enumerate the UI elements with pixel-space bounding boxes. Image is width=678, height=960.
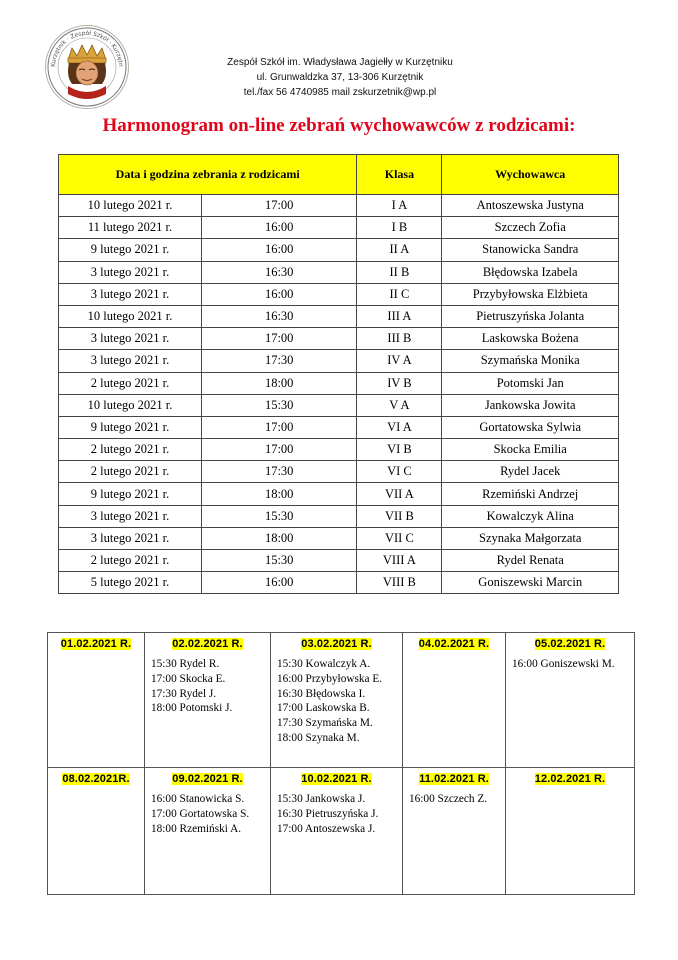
meeting-date: 3 lutego 2021 r. (59, 328, 202, 350)
teacher-name: Szymańska Monika (442, 350, 619, 372)
table-row (59, 328, 619, 350)
meeting-time: 16:00 (202, 239, 357, 261)
meeting-date: 2 lutego 2021 r. (59, 550, 202, 572)
calendar-entries (403, 785, 505, 807)
class-name: II A (357, 239, 442, 261)
calendar-date-text: 05.02.2021 R. (534, 638, 606, 650)
meeting-time: 17:00 (202, 416, 357, 438)
schedule-table (58, 154, 619, 594)
meeting-date: 10 lutego 2021 r. (59, 305, 202, 327)
calendar-date-label (506, 768, 634, 785)
meeting-time: 16:00 (202, 217, 357, 239)
teacher-name: Rydel Renata (442, 550, 619, 572)
calendar-entry: 16:00 Stanowicka S. (151, 793, 245, 805)
calendar-entry: 17:30 Rydel J. (151, 687, 217, 700)
meeting-date: 3 lutego 2021 r. (59, 283, 202, 305)
teacher-name: Szczech Zofia (442, 217, 619, 239)
table-row (59, 439, 619, 461)
meeting-date: 2 lutego 2021 r. (59, 461, 202, 483)
calendar-entry: 18:00 Potomski J. (151, 702, 233, 715)
calendar-week-row (48, 768, 635, 895)
table-row (59, 572, 619, 594)
meeting-time: 17:30 (202, 350, 357, 372)
meeting-date: 11 lutego 2021 r. (59, 217, 202, 239)
calendar-entries (271, 785, 402, 836)
school-address: ul. Grunwaldzka 37, 13-306 Kurzętnik (256, 72, 424, 83)
calendar-entry: 17:00 Skocka E. (151, 672, 226, 685)
calendar-date-label (48, 633, 144, 650)
teacher-name: Rzemiński Andrzej (442, 483, 619, 505)
calendar-entry: 15:30 Kowalczyk A. (277, 658, 371, 670)
teacher-name: Stanowicka Sandra (442, 239, 619, 261)
class-name: I B (357, 217, 442, 239)
calendar-entry: 18:00 Rzemiński A. (151, 822, 242, 835)
calendar-date-text: 10.02.2021 R. (301, 773, 372, 785)
teacher-name: Potomski Jan (442, 372, 619, 394)
calendar-date-text: 01.02.2021 R. (60, 638, 132, 650)
meeting-time: 17:30 (202, 461, 357, 483)
meeting-time: 18:00 (202, 372, 357, 394)
table-row (59, 550, 619, 572)
table-row (59, 394, 619, 416)
calendar-entry: 16:00 Przybyłowska E. (277, 672, 383, 685)
meeting-time: 16:30 (202, 305, 357, 327)
table-row (59, 283, 619, 305)
teacher-name: Gortatowska Sylwia (442, 416, 619, 438)
calendar-entries (506, 650, 634, 672)
class-name: II C (357, 283, 442, 305)
calendar-day-cell (48, 633, 145, 768)
teacher-name: Szynaka Małgorzata (442, 527, 619, 549)
calendar-entry: 18:00 Szynaka M. (277, 731, 360, 744)
calendar-date-text: 09.02.2021 R. (172, 773, 243, 785)
calendar-entries (48, 785, 144, 792)
table-row (59, 195, 619, 217)
class-name: V A (357, 394, 442, 416)
class-name: IV B (357, 372, 442, 394)
header-date-time: Data i godzina zebrania z rodzicami (59, 155, 357, 195)
table-row (59, 305, 619, 327)
table-row (59, 239, 619, 261)
table-row (59, 372, 619, 394)
school-contact: tel./fax 56 4740985 mail zskurzetnik@wp.pl (243, 87, 437, 98)
teacher-name: Laskowska Bożena (442, 328, 619, 350)
table-row (59, 461, 619, 483)
calendar-entries (48, 650, 144, 657)
meeting-date: 3 lutego 2021 r. (59, 527, 202, 549)
teacher-name: Rydel Jacek (442, 461, 619, 483)
calendar-week-row (48, 633, 635, 768)
class-name: VII C (357, 527, 442, 549)
calendar-day-cell (145, 768, 271, 895)
meeting-time: 15:30 (202, 550, 357, 572)
meeting-time: 17:00 (202, 195, 357, 217)
calendar-entry: 15:30 Rydel R. (151, 658, 220, 670)
meeting-date: 5 lutego 2021 r. (59, 572, 202, 594)
table-row (59, 505, 619, 527)
calendar-entry: 17:00 Laskowska B. (277, 702, 370, 715)
teacher-name: Przybyłowska Elżbieta (442, 283, 619, 305)
meeting-time: 16:00 (202, 572, 357, 594)
calendar-entries (403, 650, 505, 657)
calendar-date-text: 03.02.2021 R. (301, 638, 372, 650)
meeting-date: 3 lutego 2021 r. (59, 505, 202, 527)
calendar-date-label (48, 768, 144, 785)
school-logo (45, 25, 129, 109)
calendar-entries (506, 785, 634, 792)
meeting-time: 16:00 (202, 283, 357, 305)
meeting-date: 9 lutego 2021 r. (59, 416, 202, 438)
meeting-time: 18:00 (202, 527, 357, 549)
meeting-time: 17:00 (202, 328, 357, 350)
school-name: Zespół Szkół im. Władysława Jagiełły w Kurzętniku (227, 57, 453, 68)
teacher-name: Goniszewski Marcin (442, 572, 619, 594)
meeting-time: 17:00 (202, 439, 357, 461)
class-name: IV A (357, 350, 442, 372)
teacher-name: Skocka Emilia (442, 439, 619, 461)
calendar-day-cell (271, 768, 403, 895)
meeting-date: 9 lutego 2021 r. (59, 483, 202, 505)
calendar-day-cell (48, 768, 145, 895)
header-teacher: Wychowawca (442, 155, 619, 195)
class-name: VIII B (357, 572, 442, 594)
table-row (59, 416, 619, 438)
calendar-date-text: 12.02.2021 R. (534, 773, 606, 785)
calendar-entry: 17:00 Gortatowska S. (151, 807, 250, 820)
table-row (59, 350, 619, 372)
calendar-date-label (145, 768, 270, 785)
teacher-name: Antoszewska Justyna (442, 195, 619, 217)
calendar-day-cell (403, 633, 506, 768)
calendar-date-label (271, 633, 402, 650)
calendar-day-cell (506, 633, 635, 768)
teacher-name: Kowalczyk Alina (442, 505, 619, 527)
teacher-name: Jankowska Jowita (442, 394, 619, 416)
calendar-date-label (403, 633, 505, 650)
calendar-day-cell (271, 633, 403, 768)
meeting-date: 2 lutego 2021 r. (59, 372, 202, 394)
table-row (59, 483, 619, 505)
table-row (59, 527, 619, 549)
calendar-table (47, 632, 635, 895)
teacher-name: Pietruszyńska Jolanta (442, 305, 619, 327)
calendar-date-label (145, 633, 270, 650)
calendar-entry: 17:00 Antoszewska J. (277, 822, 376, 835)
calendar-entries (145, 785, 270, 836)
calendar-entry: 16:30 Błędowska I. (277, 687, 366, 700)
table-row (59, 261, 619, 283)
meeting-time: 15:30 (202, 505, 357, 527)
class-name: VI A (357, 416, 442, 438)
calendar-entries (145, 650, 270, 716)
meeting-time: 16:30 (202, 261, 357, 283)
school-header (150, 55, 530, 100)
calendar-entry: 16:30 Pietruszyńska J. (277, 807, 379, 820)
meeting-time: 18:00 (202, 483, 357, 505)
calendar-date-text: 02.02.2021 R. (172, 638, 243, 650)
class-name: III B (357, 328, 442, 350)
class-name: VI B (357, 439, 442, 461)
calendar-date-text: 11.02.2021 R. (419, 773, 489, 785)
meeting-date: 10 lutego 2021 r. (59, 195, 202, 217)
meeting-date: 3 lutego 2021 r. (59, 261, 202, 283)
calendar-date-text: 08.02.2021R. (62, 773, 130, 785)
calendar-entries (271, 650, 402, 746)
calendar-date-text: 04.02.2021 R. (418, 638, 490, 650)
calendar-entry: 16:00 Goniszewski M. (512, 658, 615, 670)
calendar-date-label (506, 633, 634, 650)
calendar-day-cell (145, 633, 271, 768)
table-header-row (59, 155, 619, 195)
meeting-date: 2 lutego 2021 r. (59, 439, 202, 461)
class-name: VIII A (357, 550, 442, 572)
class-name: VII B (357, 505, 442, 527)
calendar-entry: 15:30 Jankowska J. (277, 793, 366, 805)
meeting-date: 9 lutego 2021 r. (59, 239, 202, 261)
class-name: VII A (357, 483, 442, 505)
calendar-day-cell (403, 768, 506, 895)
class-name: VI C (357, 461, 442, 483)
table-row (59, 217, 619, 239)
calendar-day-cell (506, 768, 635, 895)
svg-text:Kurzętnik · Zespół Szkół · Kur: Kurzętnik · Zespół Szkół · Kurzętn (49, 29, 125, 68)
document-title: Harmonogram on-line zebrań wychowawców z rodzicami: (102, 115, 576, 136)
class-name: II B (357, 261, 442, 283)
meeting-date: 3 lutego 2021 r. (59, 350, 202, 372)
teacher-name: Błędowska Izabela (442, 261, 619, 283)
header-class: Klasa (357, 155, 442, 195)
class-name: III A (357, 305, 442, 327)
meeting-time: 15:30 (202, 394, 357, 416)
calendar-date-label (271, 768, 402, 785)
calendar-entry: 17:30 Szymańska M. (277, 717, 373, 730)
calendar-date-label (403, 768, 505, 785)
meeting-date: 10 lutego 2021 r. (59, 394, 202, 416)
class-name: I A (357, 195, 442, 217)
calendar-entry: 16:00 Szczech Z. (409, 793, 488, 805)
